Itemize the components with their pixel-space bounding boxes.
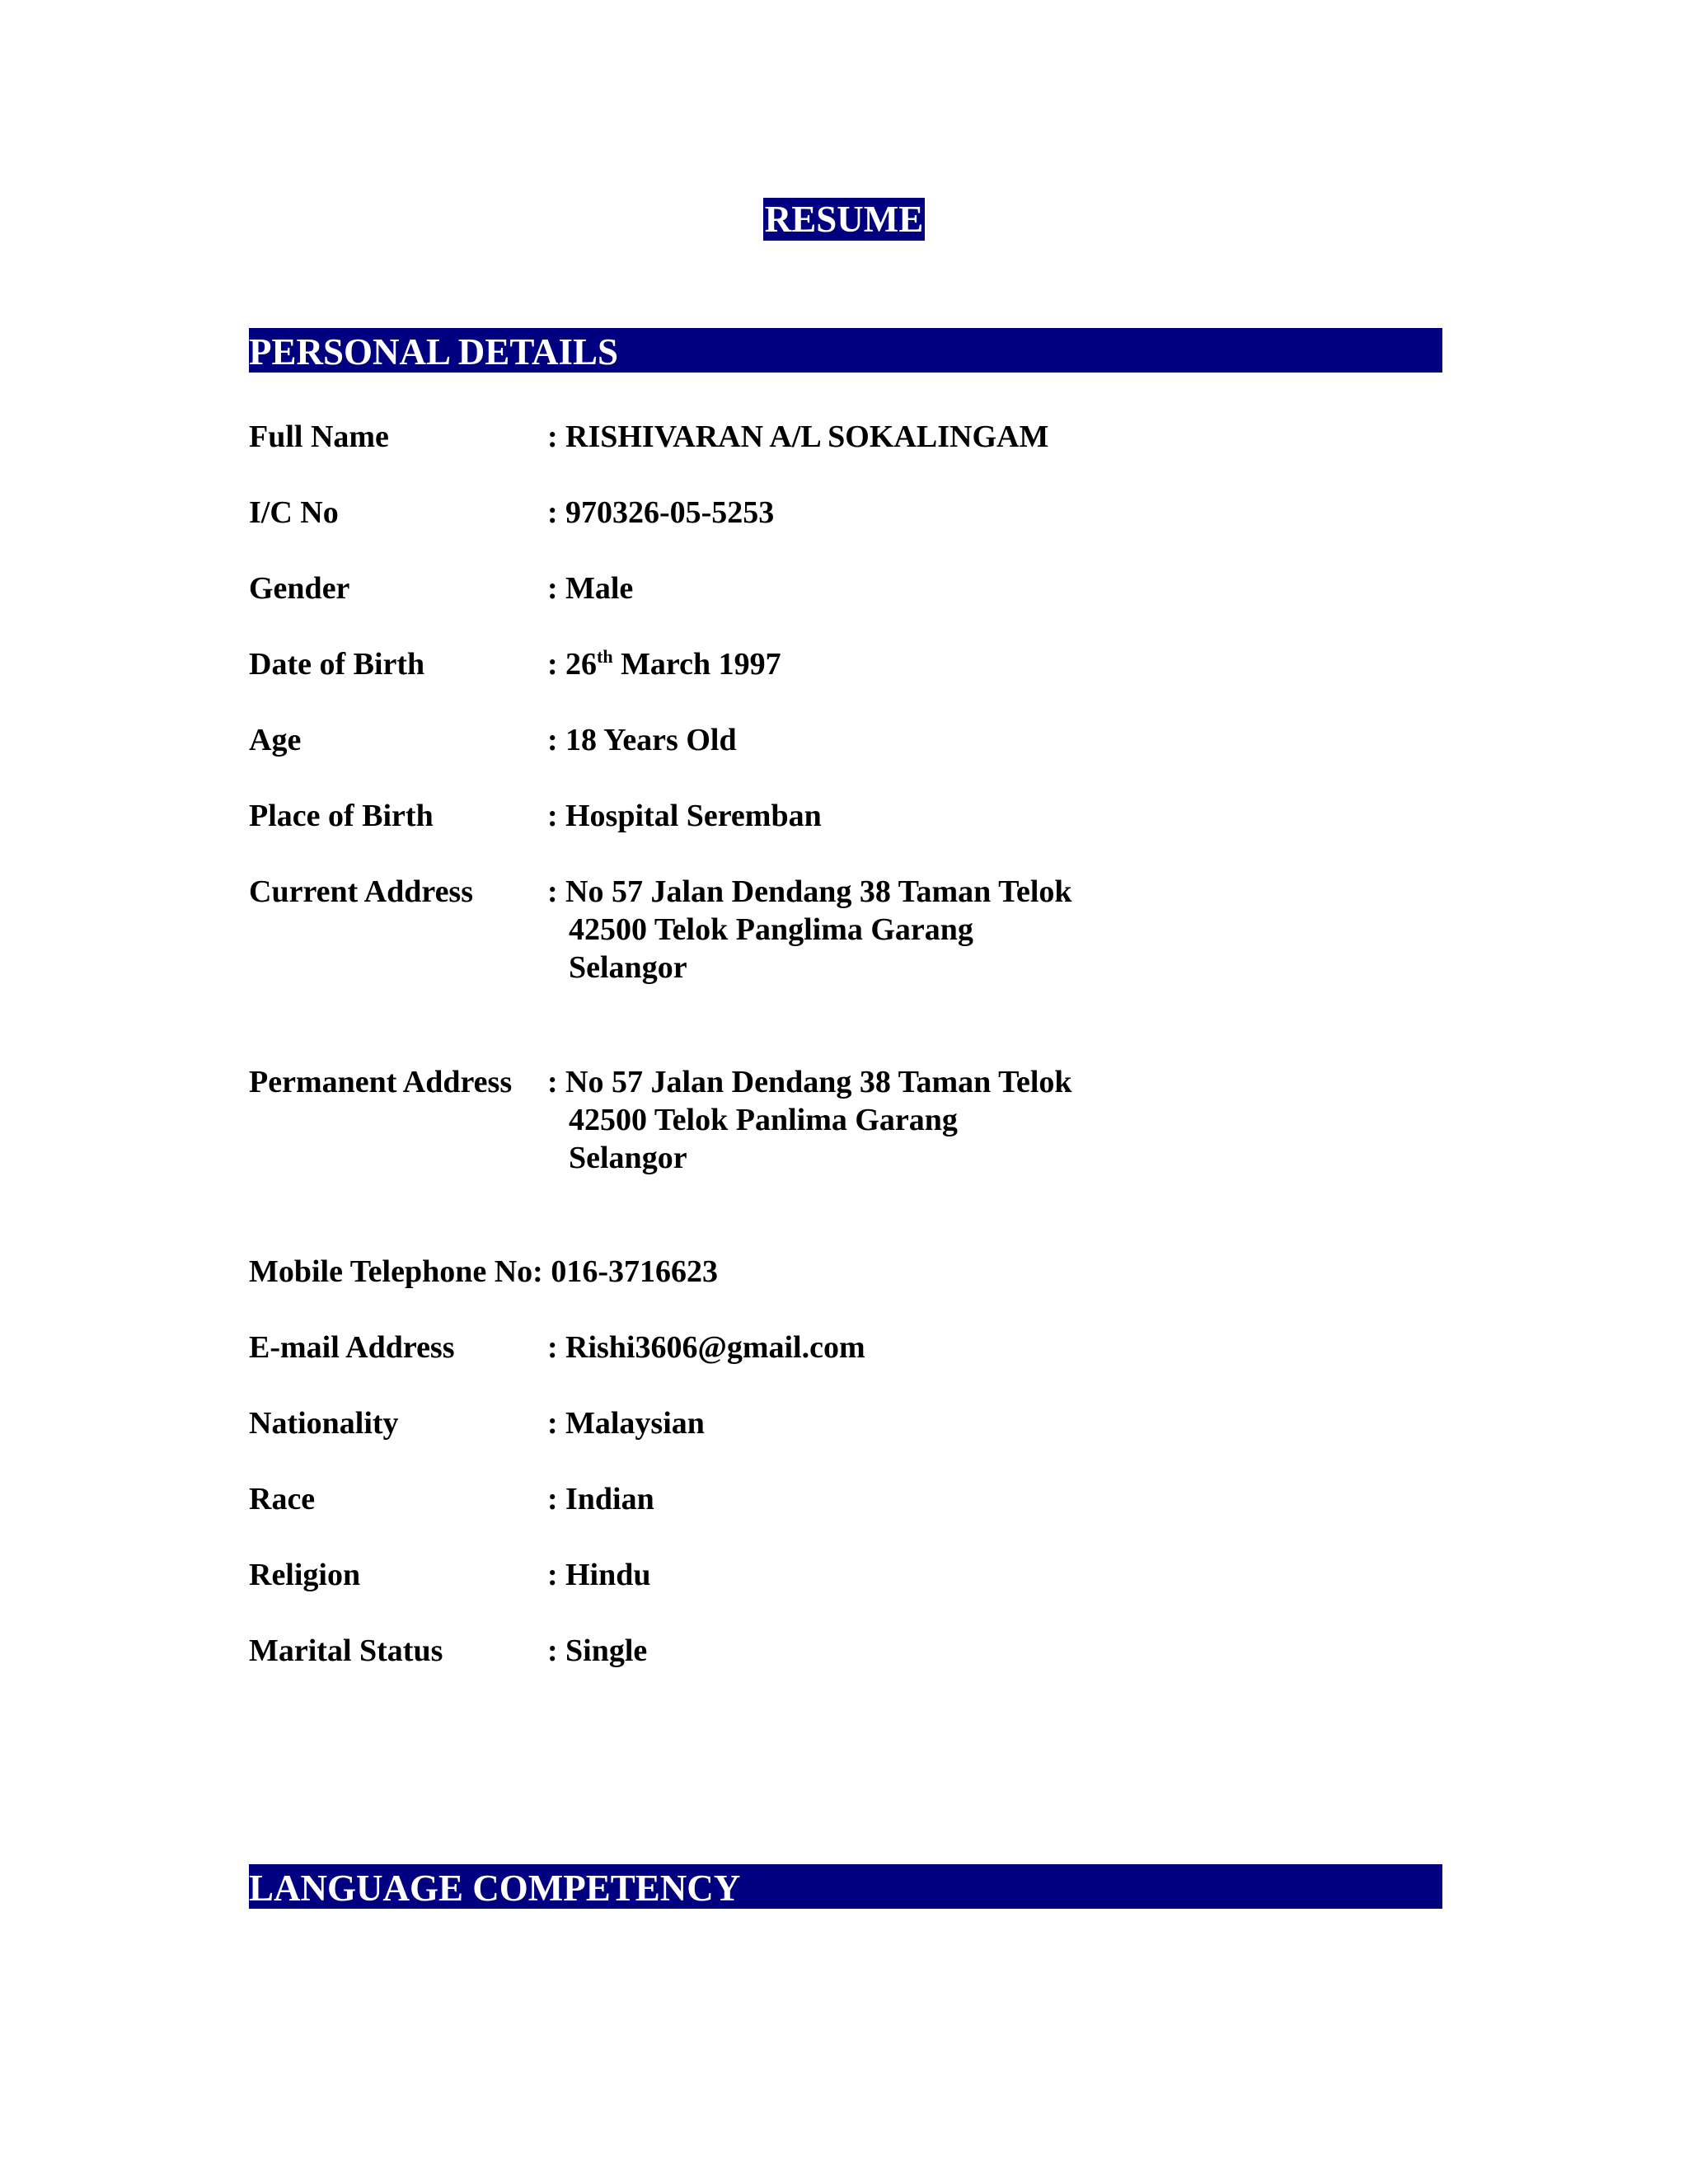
address-line: No 57 Jalan Dendang 38 Taman Telok [565, 1065, 1072, 1099]
field-label: Gender [249, 571, 350, 606]
field-value: 970326-05-5253 [565, 495, 775, 530]
dob-suffix: th [597, 646, 613, 667]
field-value: Rishi3606@gmail.com [565, 1330, 865, 1365]
address-line: No 57 Jalan Dendang 38 Taman Telok [565, 874, 1072, 909]
field-label: Marital Status [249, 1633, 443, 1668]
field-colon: : [547, 799, 558, 833]
field-colon: : [547, 571, 558, 606]
field-mobile [249, 1253, 718, 1291]
field-label: Race [249, 1482, 316, 1516]
field-colon: : [547, 647, 558, 682]
field-value: Single [565, 1633, 648, 1668]
field-label: Permanent Address [249, 1065, 513, 1099]
dob-rest: March 1997 [621, 647, 781, 682]
field-value: Hospital Seremban [565, 799, 822, 833]
field-colon: : [547, 419, 558, 454]
field-label: Religion [249, 1558, 361, 1592]
section-language-competency: LANGUAGE COMPETENCY [249, 1864, 1442, 1909]
field-colon: : [547, 1065, 558, 1099]
field-colon: : [547, 1482, 558, 1516]
field-label: Age [249, 723, 302, 757]
field-colon: : [547, 723, 558, 757]
field-value: Male [565, 571, 634, 606]
field-label: E-mail Address [249, 1330, 455, 1365]
field-label: I/C No [249, 495, 339, 530]
address-line: 42500 Telok Panglima Garang [569, 912, 973, 947]
field-label: Full Name [249, 419, 389, 454]
field-colon: : [547, 1558, 558, 1592]
field-colon: : [547, 1330, 558, 1365]
field-value [565, 1063, 1072, 1177]
dob-day: 26 [565, 647, 597, 682]
field-value: Hindu [565, 1558, 651, 1592]
field-value: RISHIVARAN A/L SOKALINGAM [565, 419, 1049, 454]
field-label: Current Address [249, 874, 474, 909]
field-label: Nationality [249, 1406, 399, 1441]
resume-title: RESUME [764, 199, 924, 240]
address-line: Selangor [569, 950, 687, 985]
field-value: Indian [565, 1482, 654, 1516]
field-value [565, 645, 781, 683]
field-label: Place of Birth [249, 799, 434, 833]
section-personal-details: PERSONAL DETAILS [249, 328, 1442, 373]
field-label: Mobile Telephone No: [249, 1254, 543, 1289]
field-value [565, 873, 1072, 987]
field-colon: : [547, 874, 558, 909]
field-value: Malaysian [565, 1406, 705, 1441]
field-label: Date of Birth [249, 647, 425, 682]
field-colon: : [547, 495, 558, 530]
address-line: 42500 Telok Panlima Garang [569, 1103, 958, 1137]
field-colon: : [547, 1406, 558, 1441]
field-value: 016-3716623 [551, 1254, 718, 1289]
field-value: 18 Years Old [565, 723, 737, 757]
resume-title-wrap [0, 198, 1688, 241]
field-colon: : [547, 1633, 558, 1668]
address-line: Selangor [569, 1141, 687, 1175]
